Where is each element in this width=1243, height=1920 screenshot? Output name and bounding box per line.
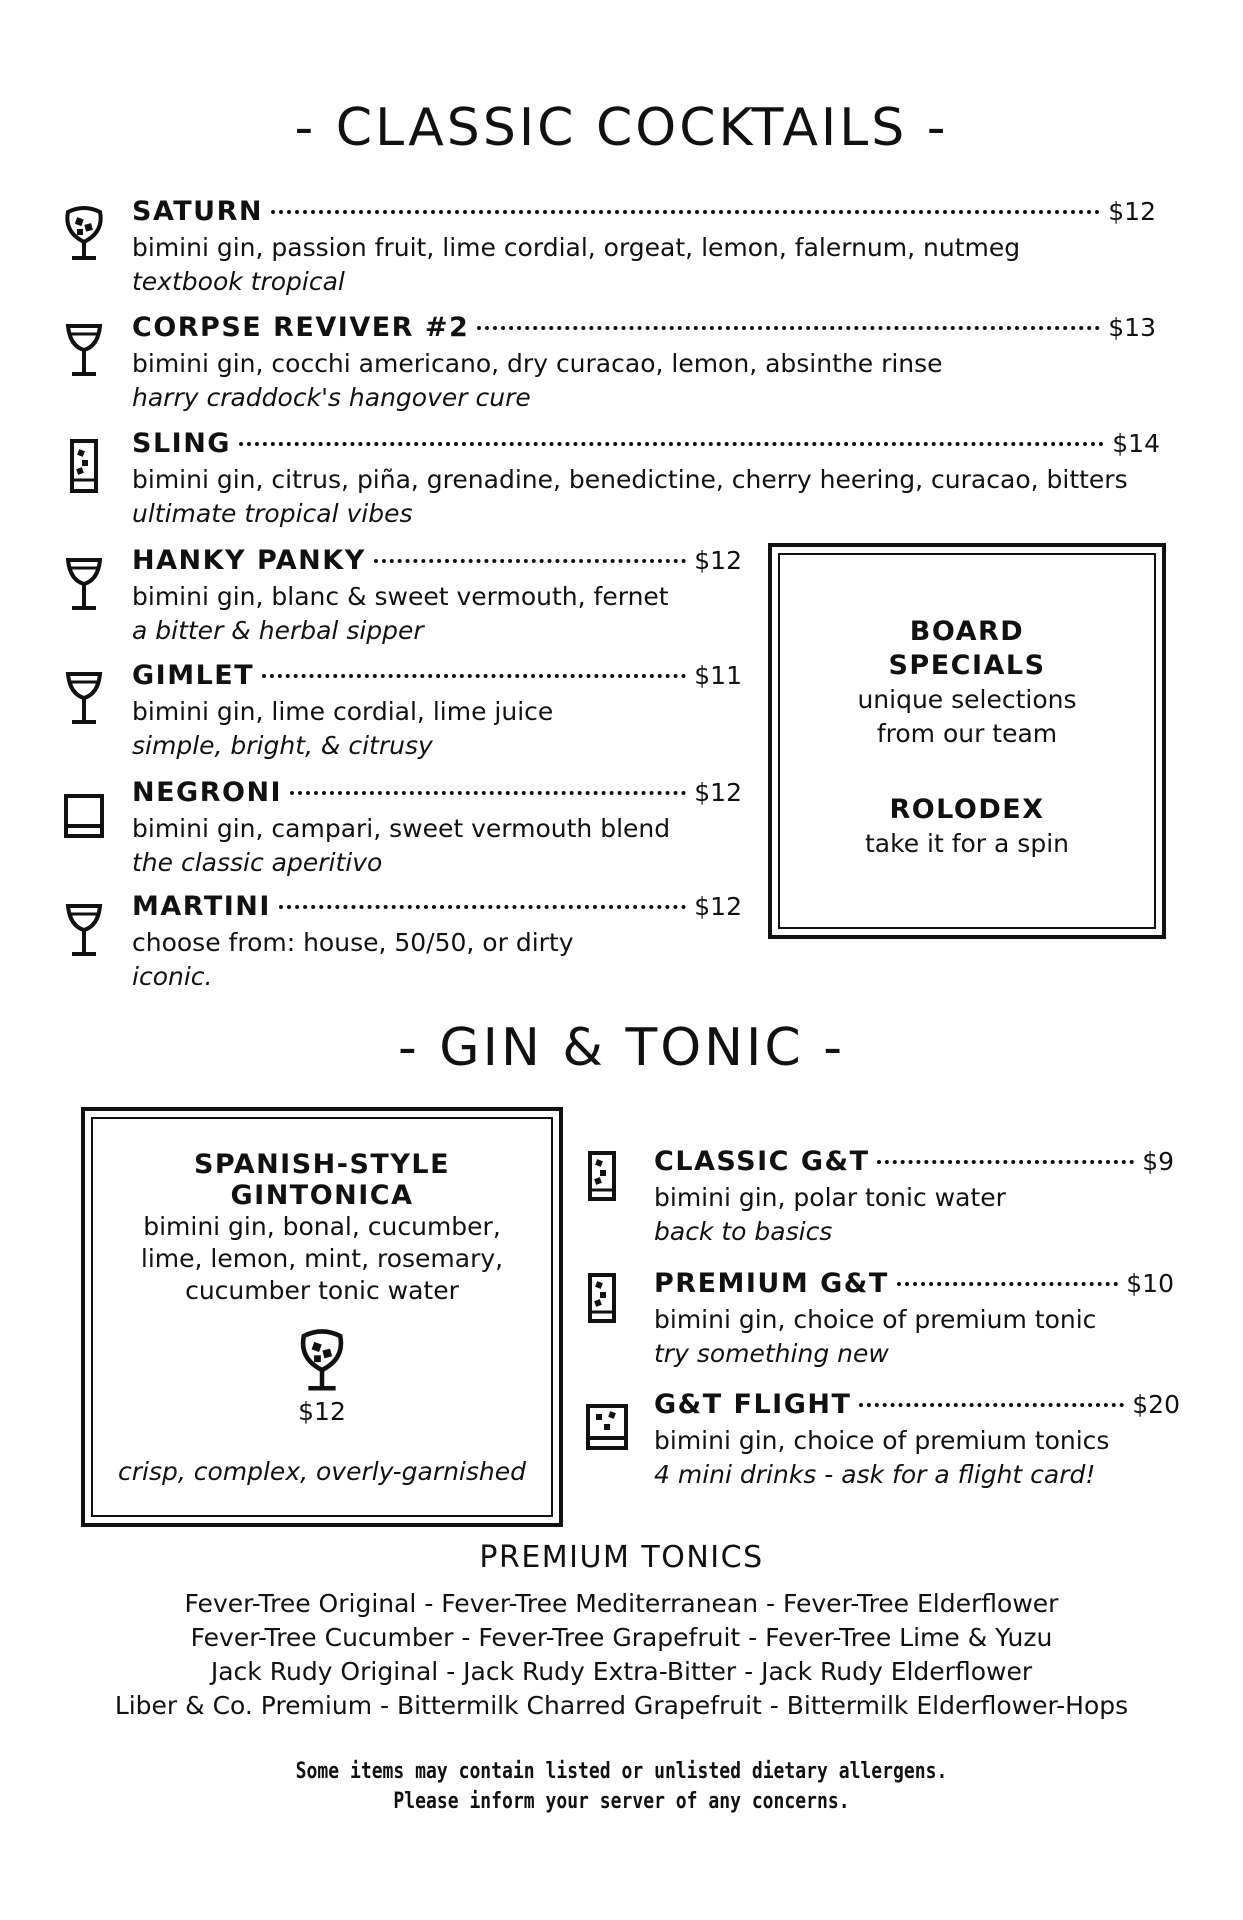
board-specials-text: unique selections bbox=[857, 685, 1077, 714]
menu-item-hanky-panky bbox=[132, 545, 742, 648]
menu-item-martini bbox=[132, 891, 742, 994]
gintonica-ingredients-2: lime, lemon, mint, rosemary, bbox=[140, 1244, 504, 1273]
item-name: CORPSE REVIVER #2 bbox=[132, 312, 470, 343]
coupe-glass-icon bbox=[62, 902, 106, 958]
goblet-ice-icon bbox=[62, 206, 106, 262]
item-name: MARTINI bbox=[132, 891, 271, 922]
item-price: $14 bbox=[1112, 429, 1160, 458]
item-description: bimini gin, polar tonic water bbox=[654, 1183, 1006, 1212]
item-note: iconic. bbox=[132, 962, 213, 991]
rocks-glass-icon bbox=[62, 788, 106, 844]
dot-leader bbox=[262, 674, 686, 678]
item-description: bimini gin, blanc & sweet vermouth, fernet bbox=[132, 582, 669, 611]
flight-glass-icon bbox=[584, 1402, 630, 1452]
rolodex-text: take it for a spin bbox=[864, 829, 1069, 858]
dot-leader bbox=[290, 791, 686, 795]
dot-leader bbox=[271, 210, 1100, 214]
tonic-list-line: Fever-Tree Original - Fever-Tree Mediterranean - Fever-Tree Elderflower bbox=[184, 1589, 1059, 1618]
rolodex-heading: ROLODEX bbox=[889, 794, 1045, 825]
gintonica-heading: SPANISH-STYLE bbox=[193, 1149, 451, 1180]
item-note: back to basics bbox=[654, 1217, 833, 1246]
item-description: bimini gin, passion fruit, lime cordial, orgeat, lemon, falernum, nutmeg bbox=[132, 233, 1021, 262]
item-name: CLASSIC G&T bbox=[654, 1146, 870, 1177]
item-price: $13 bbox=[1108, 313, 1156, 342]
board-specials-heading: BOARD bbox=[909, 616, 1025, 647]
item-price: $12 bbox=[694, 546, 742, 575]
item-name: GIMLET bbox=[132, 660, 255, 691]
item-price: $12 bbox=[1108, 197, 1156, 226]
coupe-glass-icon bbox=[62, 556, 106, 612]
item-note: simple, bright, & citrusy bbox=[132, 731, 433, 760]
item-name: PREMIUM G&T bbox=[654, 1268, 889, 1299]
item-note: a bitter & herbal sipper bbox=[132, 616, 424, 645]
menu-item-negroni bbox=[132, 777, 742, 880]
highball-glass-icon bbox=[584, 1272, 620, 1324]
menu-item-saturn bbox=[132, 196, 1156, 299]
gintonica-ingredients-1: bimini gin, bonal, cucumber, bbox=[143, 1212, 501, 1241]
item-price: $12 bbox=[694, 892, 742, 921]
board-specials-box bbox=[768, 543, 1166, 939]
item-description: choose from: house, 50/50, or dirty bbox=[132, 928, 574, 957]
board-specials-heading-2: SPECIALS bbox=[888, 650, 1046, 681]
item-note: 4 mini drinks - ask for a flight card! bbox=[654, 1460, 1096, 1489]
item-description: bimini gin, campari, sweet vermouth blend bbox=[132, 814, 671, 843]
item-note: the classic aperitivo bbox=[132, 848, 383, 877]
menu-item-premium-gt bbox=[654, 1268, 1174, 1371]
premium-tonics-title: PREMIUM TONICS bbox=[479, 1540, 764, 1575]
item-name: SATURN bbox=[132, 196, 263, 227]
tonic-list-line: Liber & Co. Premium - Bittermilk Charred Grapefruit - Bittermilk Elderflower-Hops bbox=[114, 1691, 1129, 1720]
board-specials-inner bbox=[778, 553, 1156, 929]
item-description: bimini gin, choice of premium tonic bbox=[654, 1305, 1097, 1334]
gintonica-box bbox=[81, 1107, 563, 1527]
tonic-list-line: Fever-Tree Cucumber - Fever-Tree Grapefruit - Fever-Tree Lime & Yuzu bbox=[190, 1623, 1053, 1652]
item-name: HANKY PANKY bbox=[132, 545, 366, 576]
dot-leader bbox=[859, 1403, 1124, 1407]
item-description: bimini gin, lime cordial, lime juice bbox=[132, 697, 554, 726]
item-price: $20 bbox=[1132, 1390, 1180, 1419]
coupe-glass-icon bbox=[62, 670, 106, 726]
item-note: try something new bbox=[654, 1339, 889, 1368]
gintonica-heading-2: GINTONICA bbox=[230, 1180, 414, 1211]
goblet-ice-icon bbox=[297, 1329, 347, 1393]
item-price: $9 bbox=[1142, 1147, 1174, 1176]
menu-item-gt-flight bbox=[654, 1389, 1180, 1492]
item-name: G&T FLIGHT bbox=[654, 1389, 852, 1420]
gintonica-price: $12 bbox=[298, 1397, 346, 1426]
dot-leader bbox=[477, 326, 1100, 330]
highball-glass-icon bbox=[584, 1150, 620, 1202]
item-note: ultimate tropical vibes bbox=[132, 499, 413, 528]
classic-cocktails-title: - CLASSIC COCKTAILS - bbox=[294, 98, 949, 158]
allergen-notice-2: Please inform your server of any concerns. bbox=[393, 1789, 850, 1814]
menu-item-corpse-reviver bbox=[132, 312, 1156, 415]
gintonica-note: crisp, complex, overly-garnished bbox=[117, 1457, 527, 1486]
dot-leader bbox=[279, 905, 686, 909]
item-note: textbook tropical bbox=[132, 267, 345, 296]
item-price: $11 bbox=[694, 661, 742, 690]
gin-tonic-title: - GIN & TONIC - bbox=[398, 1018, 845, 1078]
dot-leader bbox=[897, 1282, 1119, 1286]
dot-leader bbox=[877, 1160, 1134, 1164]
menu-item-classic-gt bbox=[654, 1146, 1174, 1249]
item-price: $12 bbox=[694, 778, 742, 807]
collins-glass-icon bbox=[62, 438, 106, 494]
coupe-glass-icon bbox=[62, 322, 106, 378]
dot-leader bbox=[239, 442, 1104, 446]
menu-item-sling bbox=[132, 428, 1160, 531]
gintonica-inner bbox=[91, 1117, 553, 1517]
menu-item-gimlet bbox=[132, 660, 742, 763]
allergen-notice: Some items may contain listed or unlisted dietary allergens. bbox=[295, 1759, 948, 1784]
item-price: $10 bbox=[1126, 1269, 1174, 1298]
gintonica-ingredients-3: cucumber tonic water bbox=[185, 1276, 459, 1305]
item-description: bimini gin, cocchi americano, dry curacao, lemon, absinthe rinse bbox=[132, 349, 943, 378]
item-note: harry craddock's hangover cure bbox=[132, 383, 531, 412]
item-name: SLING bbox=[132, 428, 231, 459]
item-description: bimini gin, choice of premium tonics bbox=[654, 1426, 1110, 1455]
item-description: bimini gin, citrus, piña, grenadine, benedictine, cherry heering, curacao, bitters bbox=[132, 465, 1128, 494]
item-name: NEGRONI bbox=[132, 777, 283, 808]
board-specials-text-2: from our team bbox=[876, 719, 1058, 748]
tonic-list-line: Jack Rudy Original - Jack Rudy Extra-Bitter - Jack Rudy Elderflower bbox=[210, 1657, 1033, 1686]
dot-leader bbox=[374, 559, 687, 563]
